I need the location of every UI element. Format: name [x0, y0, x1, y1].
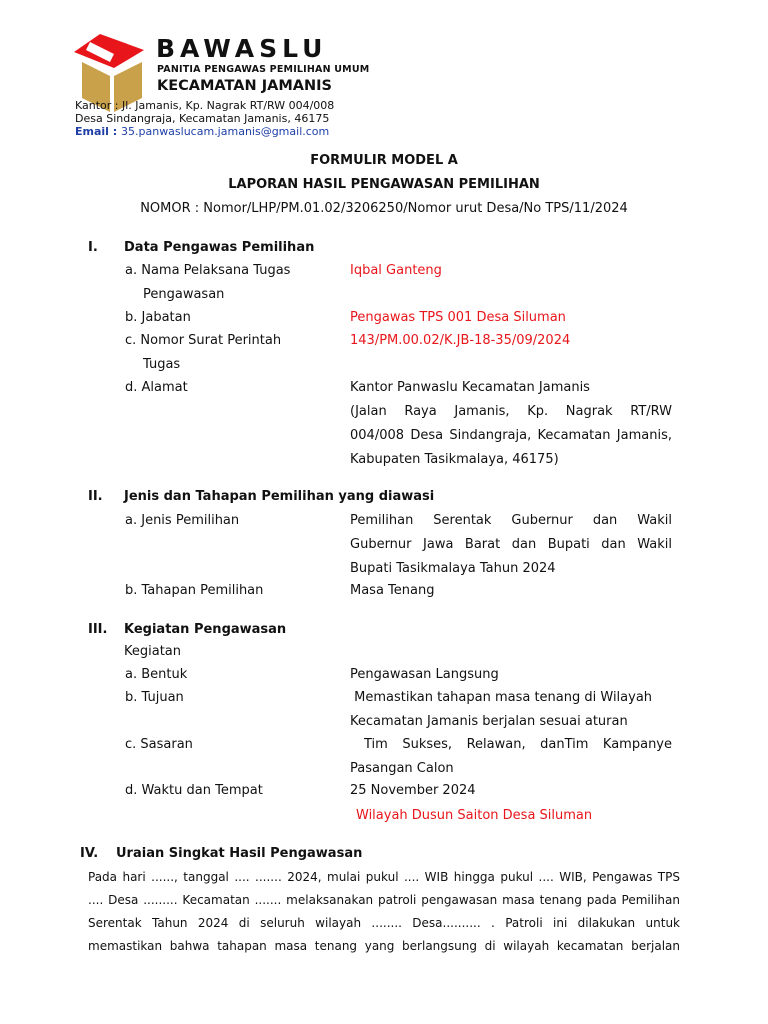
- field-value-address: Kabupaten Tasikmalaya, 46175): [350, 452, 559, 467]
- subsection-label: Kegiatan: [124, 644, 182, 659]
- field-label: a. Jenis Pemilihan: [125, 513, 240, 528]
- field-value-date: 25 November 2024: [350, 783, 476, 798]
- section-number: II.: [88, 489, 103, 504]
- field-value-name: Iqbal Ganteng: [350, 263, 442, 278]
- field-value-warrant-number: 143/PM.00.02/K.JB-18-35/09/2024: [350, 333, 571, 348]
- address-line-1: Kantor : Jl. Jamanis, Kp. Nagrak RT/RW 004/008: [75, 99, 335, 112]
- field-value-address: (Jalan Raya Jamanis, Kp. Nagrak RT/RW: [350, 404, 672, 419]
- field-value-election-type: Gubernur Jawa Barat dan Bupati dan Wakil: [350, 537, 672, 552]
- field-label: a. Bentuk: [125, 667, 188, 682]
- paragraph-line: memastikan bahwa tahapan masa tenang yang berlangsung di wilayah kecamatan berjalan: [88, 939, 680, 953]
- org-name: BAWASLU: [156, 34, 328, 63]
- section-title: Jenis dan Tahapan Pemilihan yang diawasi: [124, 489, 435, 504]
- field-label: d. Waktu dan Tempat: [125, 783, 263, 798]
- report-number: NOMOR : Nomor/LHP/PM.01.02/3206250/Nomor urut Desa/No TPS/11/2024: [140, 201, 628, 216]
- field-value-position: Pengawas TPS 001 Desa Siluman: [350, 310, 566, 325]
- field-label: c. Sasaran: [125, 737, 193, 752]
- field-label: b. Tahapan Pemilihan: [125, 583, 264, 598]
- section-title: Kegiatan Pengawasan: [124, 622, 287, 637]
- field-label: d. Alamat: [125, 380, 188, 395]
- field-value-address: 004/008 Desa Sindangraja, Kecamatan Jamanis,: [350, 428, 672, 443]
- paragraph-line: Pada hari ......, tanggal .... ....... 2024, mulai pukul .... WIB hingga pukul .... WIB, Pengawas TPS: [88, 870, 680, 884]
- section-number: III.: [88, 622, 108, 637]
- field-value-place: Wilayah Dusun Saiton Desa Siluman: [356, 808, 593, 823]
- email-link[interactable]: 35.panwaslucam.jamanis@gmail.com: [121, 125, 330, 138]
- field-label: b. Jabatan: [125, 310, 191, 325]
- section-title: Data Pengawas Pemilihan: [124, 240, 315, 255]
- address-line-2: Desa Sindangraja, Kecamatan Jamanis, 46175: [75, 112, 330, 125]
- field-label: c. Nomor Surat Perintah: [125, 333, 282, 348]
- report-title: LAPORAN HASIL PENGAWASAN PEMILIHAN: [228, 177, 540, 192]
- field-value-target: Tim Sukses, Relawan, danTim Kampanye: [364, 737, 672, 752]
- field-value-form: Pengawasan Langsung: [350, 667, 499, 682]
- section-number: I.: [88, 240, 98, 255]
- org-subtitle: PANITIA PENGAWAS PEMILIHAN UMUM: [157, 64, 370, 75]
- field-label: Pengawasan: [143, 287, 225, 302]
- field-value-stage: Masa Tenang: [350, 583, 435, 598]
- section-title: Uraian Singkat Hasil Pengawasan: [116, 846, 363, 861]
- paragraph-line: Serentak Tahun 2024 di seluruh wilayah ........ Desa.......... . Patroli ini dilakukan untuk: [88, 916, 680, 930]
- field-value-purpose: Memastikan tahapan masa tenang di Wilayah: [350, 690, 653, 705]
- field-value-target: Pasangan Calon: [350, 761, 454, 776]
- summary-paragraph: [88, 866, 680, 958]
- field-value-address: Kantor Panwaslu Kecamatan Jamanis: [350, 380, 590, 395]
- paragraph-line: .... Desa ......... Kecamatan ....... melaksanakan patroli pengawasan masa tenang pada Pemilihan: [88, 893, 680, 907]
- field-value-purpose: Kecamatan Jamanis berjalan sesuai aturan: [350, 714, 628, 729]
- org-district: KECAMATAN JAMANIS: [157, 78, 332, 94]
- field-value-election-type: Bupati Tasikmalaya Tahun 2024: [350, 561, 556, 576]
- email-line: [75, 125, 329, 138]
- form-title: FORMULIR MODEL A: [310, 153, 458, 168]
- field-label: a. Nama Pelaksana Tugas: [125, 263, 291, 278]
- section-number: IV.: [80, 846, 99, 861]
- email-label: Email :: [75, 125, 121, 138]
- field-label: Tugas: [143, 357, 181, 372]
- field-label: b. Tujuan: [125, 690, 184, 705]
- field-value-election-type: Pemilihan Serentak Gubernur dan Wakil: [350, 513, 672, 528]
